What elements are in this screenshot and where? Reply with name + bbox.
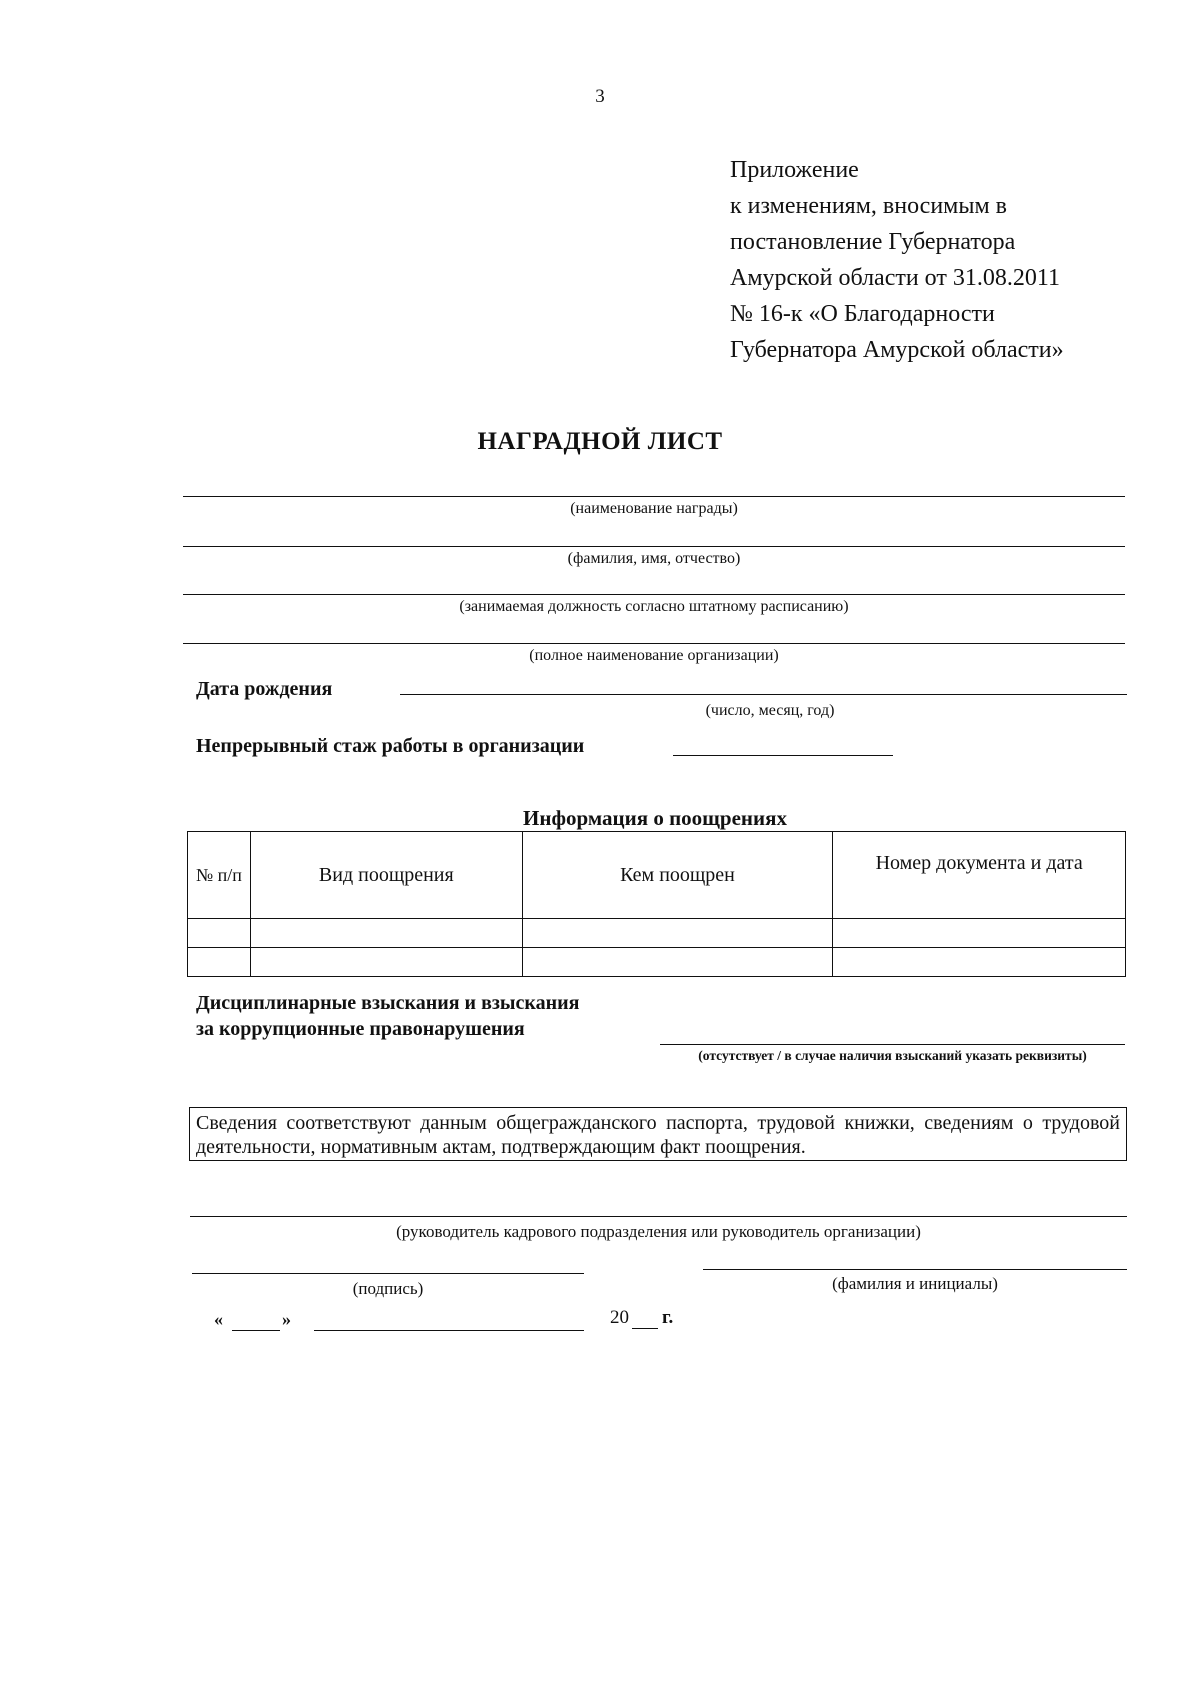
organization-line[interactable] — [183, 643, 1125, 644]
date-close-quote: » — [282, 1309, 291, 1329]
table-cell[interactable] — [188, 919, 251, 948]
year-prefix: 20 — [610, 1307, 629, 1328]
appendix-line: Губернатора Амурской области» — [730, 337, 1064, 363]
appendix-line: к изменениям, вносимым в — [730, 193, 1007, 219]
position-caption: (занимаемая должность согласно штатному расписанию) — [459, 598, 849, 615]
signature-caption: (подпись) — [352, 1279, 424, 1298]
column-header: Кем поощрен — [522, 832, 833, 919]
appendix-block — [730, 152, 1064, 368]
head-caption: (руководитель кадрового подразделения или руководитель организации) — [396, 1222, 921, 1241]
signature-line[interactable] — [192, 1273, 584, 1274]
table-row — [188, 919, 1126, 948]
appendix-line: № 16-к «О Благодарности — [730, 301, 995, 327]
table-cell[interactable] — [188, 948, 251, 977]
year-line[interactable] — [632, 1328, 658, 1329]
column-header: Вид поощрения — [250, 832, 522, 919]
year-suffix: г. — [662, 1307, 674, 1328]
appendix-line: Приложение — [730, 157, 859, 183]
discipline-caption: (отсутствует / в случае наличия взысканий указать реквизиты) — [698, 1048, 1087, 1063]
award-name-line[interactable] — [183, 496, 1125, 497]
document-title: НАГРАДНОЙ ЛИСТ — [477, 428, 723, 455]
table-cell[interactable] — [250, 948, 522, 977]
date-month-line[interactable] — [314, 1330, 584, 1331]
discipline-label-line2: за коррупционные правонарушения — [196, 1018, 525, 1040]
rewards-heading: Информация о поощрениях — [523, 806, 787, 830]
head-line[interactable] — [190, 1216, 1127, 1217]
table-cell[interactable] — [833, 919, 1126, 948]
continuous-service-line[interactable] — [673, 755, 893, 756]
table-cell[interactable] — [522, 919, 833, 948]
birth-date-label: Дата рождения — [196, 678, 333, 700]
table-row — [188, 948, 1126, 977]
appendix-line: Амурской области от 31.08.2011 — [730, 265, 1060, 291]
birth-date-caption: (число, месяц, год) — [705, 702, 835, 719]
full-name-line[interactable] — [183, 546, 1125, 547]
continuous-service-label: Непрерывный стаж работы в организации — [196, 735, 585, 757]
position-line[interactable] — [183, 594, 1125, 595]
table-header-row — [188, 832, 1126, 919]
full-name-caption: (фамилия, имя, отчество) — [567, 550, 741, 567]
rewards-table — [187, 831, 1126, 977]
discipline-line[interactable] — [660, 1044, 1125, 1045]
birth-date-line[interactable] — [400, 694, 1127, 695]
page-number: 3 — [595, 86, 605, 107]
confirmation-box: Сведения соответствуют данным общегражданского паспорта, трудовой книжки, сведениям о трудовой деятельности, нормативным актам, подтверждающим факт поощрения. — [189, 1107, 1127, 1161]
initials-caption: (фамилия и инициалы) — [832, 1274, 998, 1293]
appendix-line: постановление Губернатора — [730, 229, 1016, 255]
award-name-caption: (наименование награды) — [570, 500, 738, 517]
date-open-quote: « — [214, 1309, 223, 1329]
table-cell[interactable] — [250, 919, 522, 948]
organization-caption: (полное наименование организации) — [529, 647, 779, 664]
column-header: № п/п — [188, 832, 251, 919]
table-cell[interactable] — [833, 948, 1126, 977]
discipline-label-line1: Дисциплинарные взыскания и взыскания — [196, 992, 580, 1014]
column-header: Номер документа и дата — [833, 832, 1126, 919]
table-cell[interactable] — [522, 948, 833, 977]
date-day-line[interactable] — [232, 1330, 280, 1331]
initials-line[interactable] — [703, 1269, 1127, 1270]
